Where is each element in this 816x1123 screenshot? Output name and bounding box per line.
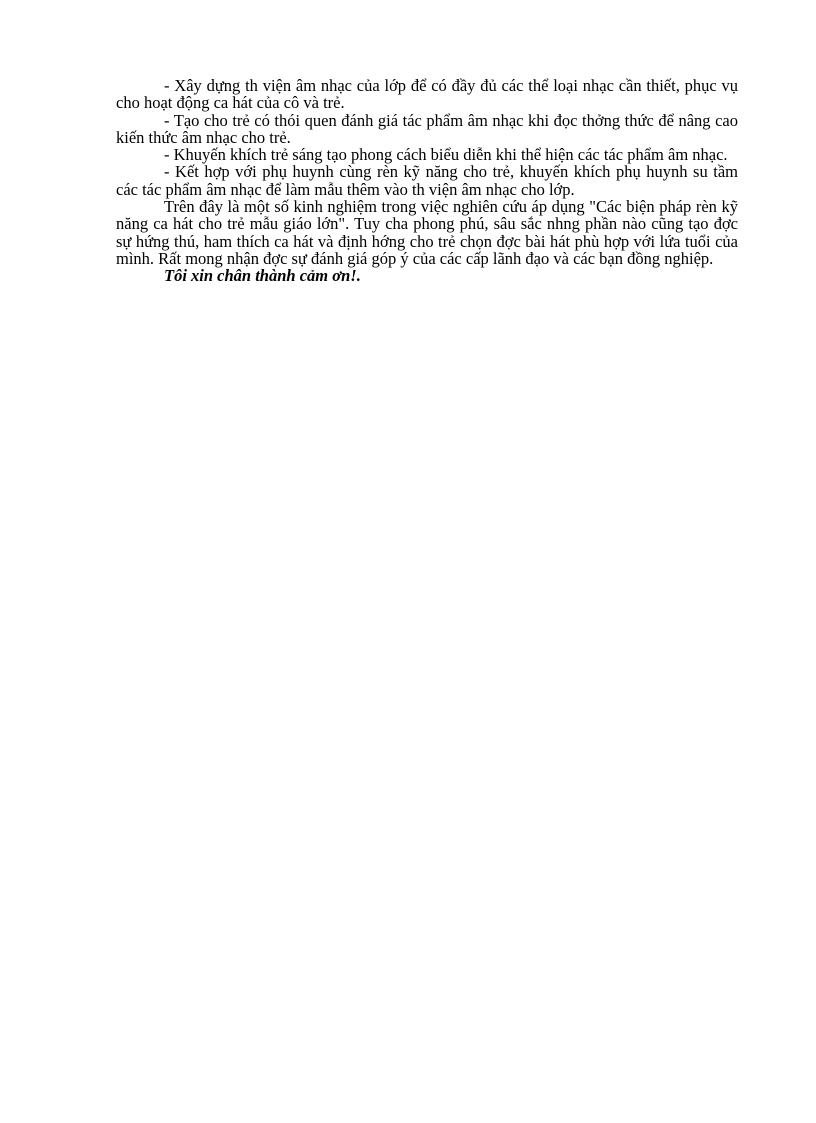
- paragraph-parent-cooperation: - Kết hợp với phụ huynh cùng rèn kỹ năng cho trẻ, khuyến khích phụ huynh su tầm các tác phẩm âm nhạc để làm mẫu thêm vào th viện âm nhạc cho lớp.: [116, 162, 738, 199]
- paragraph-conclusion: Trên đây là một số kinh nghiệm trong việc nghiên cứu áp dụng "Các biện pháp rèn kỹ năng ca hát cho trẻ mẫu giáo lớn". Tuy cha phong phú, sâu sắc nhng phần nào cũng tạo đợc sự hứng thú, ham thích ca hát và định hớng cho trẻ chọn đợc bài hát phù hợp với lứa tuổi của mình. Rất mong nhận đợc sự đánh giá góp ý của các cấp lãnh đạo và các bạn đồng nghiệp.: [116, 197, 738, 268]
- paragraph-music-library: - Xây dựng th viện âm nhạc của lớp để có đầy đủ các thể loại nhạc cần thiết, phục vụ cho hoạt động ca hát của cô và trẻ.: [116, 76, 738, 113]
- document-page: [116, 77, 738, 285]
- closing-thanks: Tôi xin chân thành cảm ơn!.: [164, 266, 361, 286]
- paragraph-evaluation-habit: - Tạo cho trẻ có thói quen đánh giá tác phẩm âm nhạc khi đọc thởng thức để nâng cao kiến thức âm nhạc cho trẻ.: [116, 110, 738, 147]
- paragraph-performance-creativity: - Khuyến khích trẻ sáng tạo phong cách biểu diễn khi thể hiện các tác phẩm âm nhạc.: [164, 145, 728, 165]
